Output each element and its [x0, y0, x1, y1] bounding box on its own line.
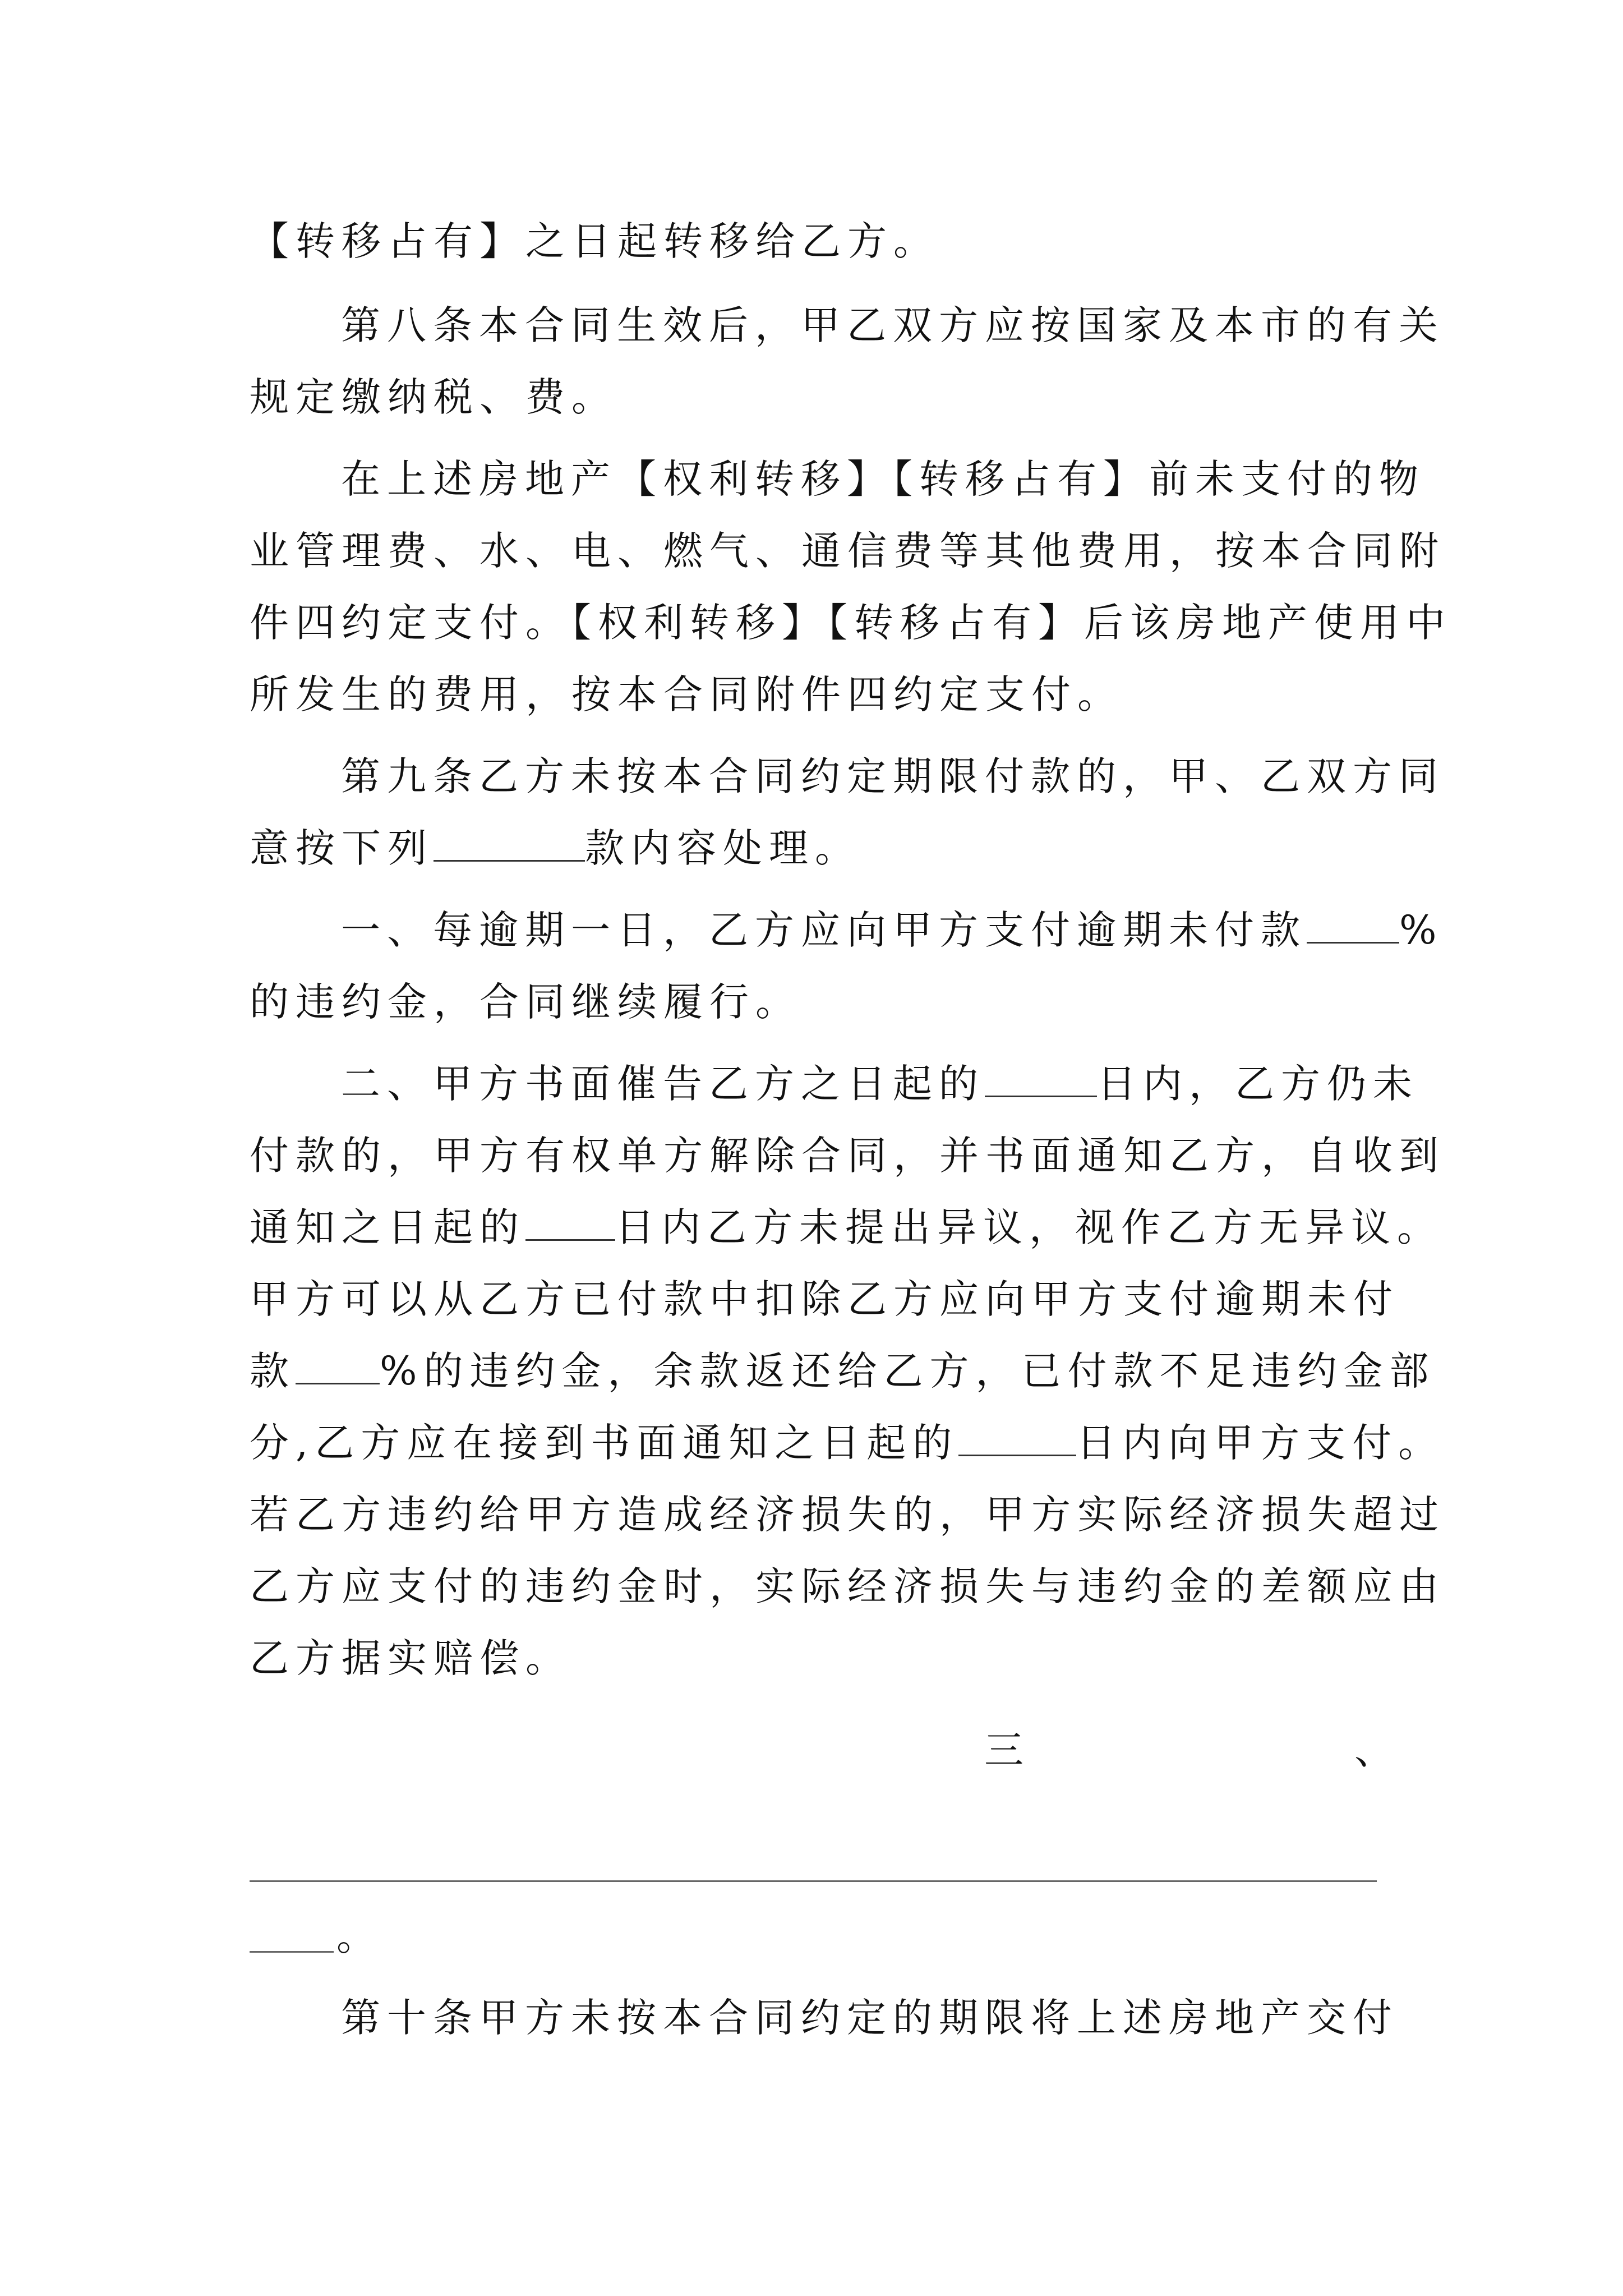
- clause-2-line-2: 付款的，甲方有权单方解除合同，并书面通知乙方，自收到: [250, 1133, 1445, 1179]
- fill-in-blank: [434, 827, 585, 862]
- clause-2-line-6: 分,乙方应在接到书面通知之日起的 日内向甲方支付。: [250, 1420, 1445, 1466]
- clause-2-line-3: 通知之日起的 日内乙方未提出异议，视作乙方无异议。: [250, 1204, 1443, 1250]
- clause-2-line-4: 甲方可以从乙方已付款中扣除乙方应向甲方支付逾期未付: [250, 1276, 1399, 1322]
- blank-line-rule-short: [250, 1951, 334, 1953]
- fill-in-blank: [958, 1422, 1076, 1456]
- enumeration-comma: 、: [1354, 1727, 1394, 1773]
- period-mark: 。: [336, 1913, 376, 1959]
- blank-line-rule: [250, 1880, 1377, 1882]
- clause-2-line-8: 乙方应支付的违约金时，实际经济损失与违约金的差额应由: [250, 1563, 1445, 1609]
- article-8-line-1: 第八条本合同生效后，甲乙双方应按国家及本市的有关: [341, 302, 1445, 348]
- clause-1-line-2: 的违约金，合同继续履行。: [250, 979, 801, 1025]
- clause-2-line-1: 二、甲方书面催告乙方之日起的 日内，乙方仍未: [341, 1061, 1419, 1107]
- clause-1-line-1: 一、每逾期一日，乙方应向甲方支付逾期未付款 %: [341, 907, 1444, 953]
- paragraph-line: 所发生的费用，按本合同附件四约定支付。: [250, 671, 1123, 717]
- clause-2-line-5: 款 %的违约金，余款返还给乙方，已付款不足违约金部: [250, 1348, 1436, 1394]
- fill-in-blank: [1307, 909, 1399, 944]
- article-10-line-1: 第十条甲方未按本合同约定的期限将上述房地产交付: [341, 1995, 1399, 2041]
- fill-in-blank: [985, 1063, 1097, 1097]
- text-line: 【转移占有】之日起转移给乙方。: [250, 218, 939, 264]
- clause-2-line-7: 若乙方违约给甲方造成经济损失的，甲方实际经济损失超过: [250, 1492, 1445, 1538]
- article-9-line-2: 意按下列 款内容处理。: [250, 825, 861, 871]
- paragraph-line: 件四约定支付。【权利转移】【转移占有】后该房地产使用中: [250, 600, 1452, 646]
- article-8-line-2: 规定缴纳税、费。: [250, 374, 617, 420]
- clause-2-line-9: 乙方据实赔偿。: [250, 1635, 571, 1681]
- fill-in-blank: [525, 1207, 615, 1241]
- clause-3-number: 三: [984, 1727, 1023, 1773]
- paragraph-line: 在上述房地产【权利转移】【转移占有】前未支付的物: [341, 456, 1425, 502]
- fill-in-blank: [296, 1350, 380, 1384]
- paragraph-line: 业管理费、水、电、燃气、通信费等其他费用，按本合同附: [250, 528, 1445, 574]
- article-9-line-1: 第九条乙方未按本合同约定期限付款的，甲、乙双方同: [341, 753, 1445, 799]
